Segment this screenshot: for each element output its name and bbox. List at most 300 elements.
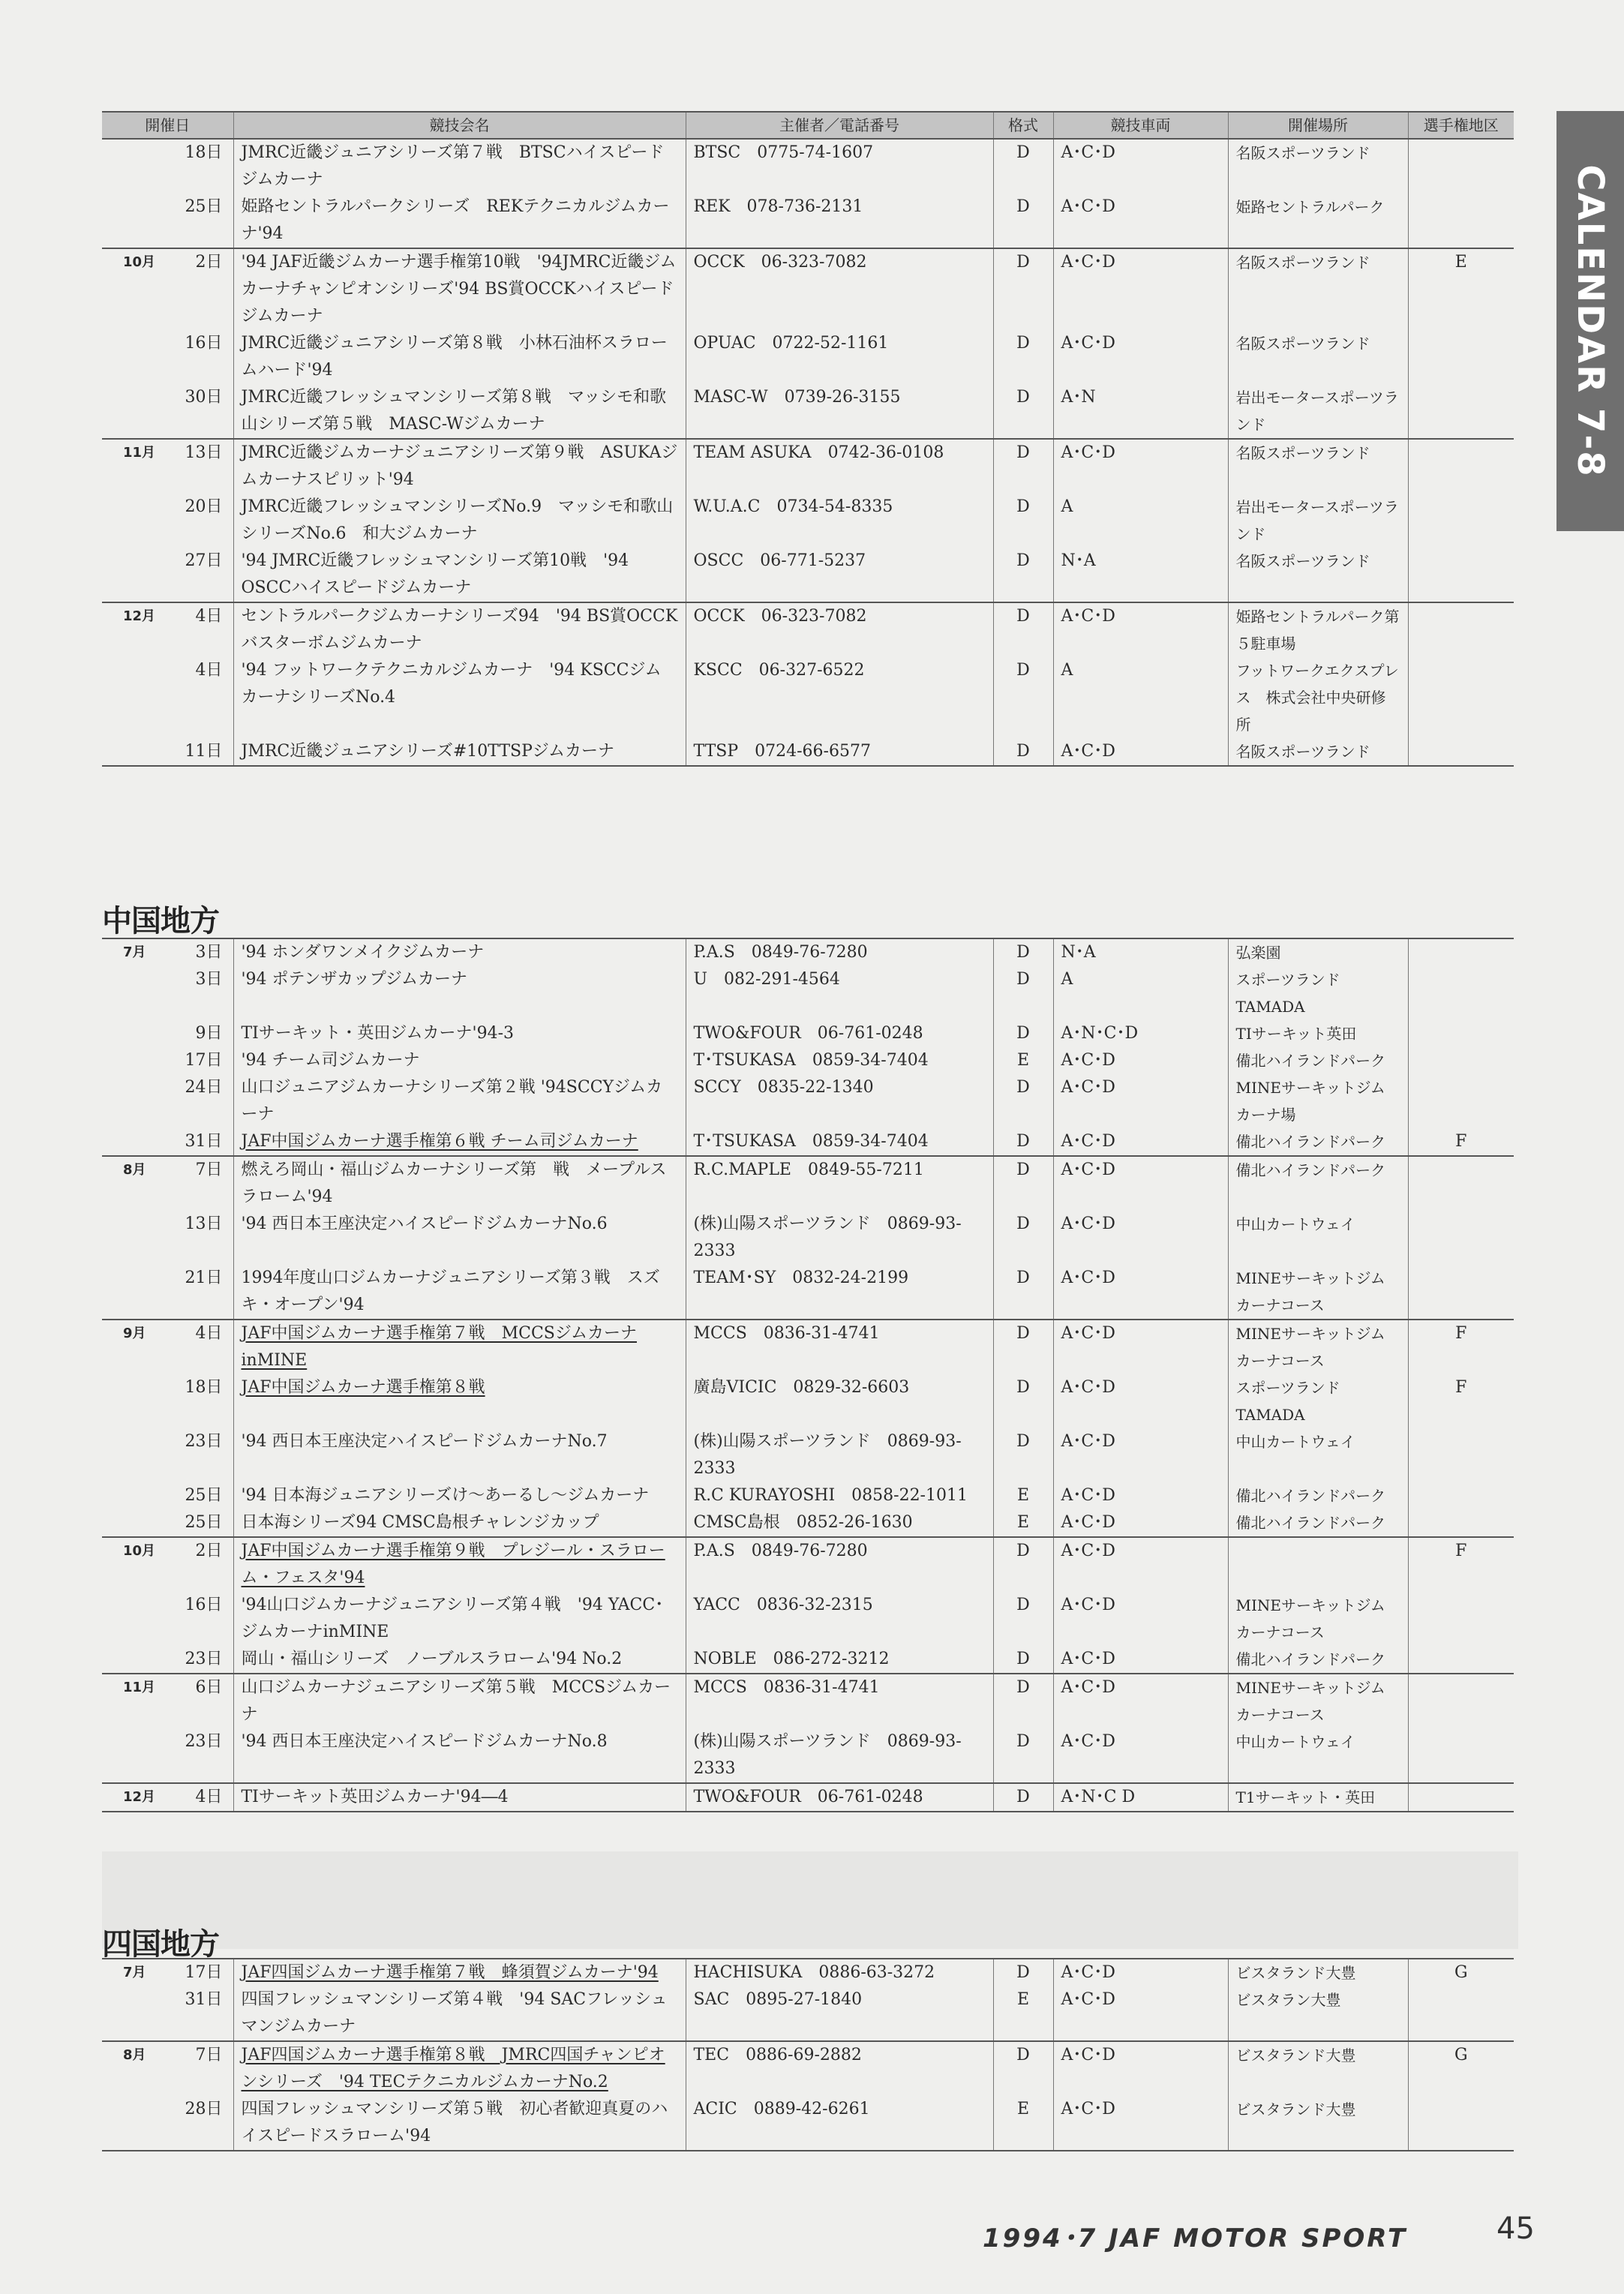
date-cell xyxy=(102,1537,233,1592)
event-month xyxy=(102,738,123,765)
event-name: JMRC近畿ジュニアシリーズ#10TTSPジムカーナ xyxy=(233,738,686,766)
championship-region xyxy=(1408,548,1514,602)
championship-region xyxy=(1408,657,1514,738)
organizer-phone: TTSP 0724-66-6577 xyxy=(686,738,993,766)
vehicle-classes: N･A xyxy=(1053,938,1228,966)
venue: 名阪スポーツランド xyxy=(1228,330,1408,384)
event-day: 27日 xyxy=(185,551,223,570)
vehicle-classes: A･C･D xyxy=(1053,1320,1228,1374)
event-format: D xyxy=(993,1783,1053,1812)
venue: 備北ハイランドパーク xyxy=(1228,1509,1408,1537)
table-row xyxy=(102,1783,1514,1812)
event-day: 21日 xyxy=(185,1269,223,1287)
event-name: 四国フレッシュマンシリーズ第５戦 初心者歓迎真夏のハイスピードスラローム'94 xyxy=(233,2096,686,2151)
table-row xyxy=(102,1674,1514,1728)
table-row xyxy=(102,1128,1514,1156)
venue: ビスタランド大豊 xyxy=(1228,2096,1408,2151)
venue: MINEサーキットジムカーナ場 xyxy=(1228,1074,1408,1128)
vehicle-classes: A･C･D xyxy=(1053,248,1228,330)
event-day: 25日 xyxy=(185,1513,223,1532)
event-name: 山口ジムカーナジュニアシリーズ第５戦 MCCSジムカーナ xyxy=(233,1674,686,1728)
organizer-phone: MASC-W 0739-26-3155 xyxy=(686,384,993,439)
date-cell xyxy=(102,2041,233,2096)
vehicle-classes: A xyxy=(1053,966,1228,1020)
event-day: 18日 xyxy=(185,1378,223,1397)
event-name: JAF四国ジムカーナ選手権第８戦 JMRC四国チャンピオンシリーズ '94 TECテクニカルジムカーナNo.2 xyxy=(233,2041,686,2096)
event-format: D xyxy=(993,1728,1053,1783)
championship-region xyxy=(1408,1482,1514,1509)
event-month xyxy=(102,1211,123,1238)
date-cell xyxy=(102,1020,233,1047)
event-month xyxy=(102,1482,123,1509)
event-month xyxy=(102,548,123,575)
event-day: 4日 xyxy=(195,1324,223,1343)
event-day: 11日 xyxy=(185,742,223,761)
event-day: 24日 xyxy=(185,1078,223,1097)
event-month: 8月 xyxy=(123,2047,146,2063)
date-cell xyxy=(102,1320,233,1374)
venue: 備北ハイランドパーク xyxy=(1228,1047,1408,1074)
vehicle-classes: A･C･D xyxy=(1053,1428,1228,1482)
table-row xyxy=(102,1428,1514,1482)
vehicle-classes: A･C･D xyxy=(1053,1986,1228,2041)
event-name: セントラルパークジムカーナシリーズ94 '94 BS賞OCCKバスターボムジムカーナ xyxy=(233,602,686,657)
event-format: E xyxy=(993,2096,1053,2151)
championship-region xyxy=(1408,1428,1514,1482)
event-month xyxy=(102,1020,123,1047)
event-day: 3日 xyxy=(195,943,223,962)
championship-region xyxy=(1408,966,1514,1020)
event-day: 20日 xyxy=(185,497,223,516)
event-name: '94 西日本王座決定ハイスピードジムカーナNo.8 xyxy=(233,1728,686,1783)
event-month xyxy=(102,1374,123,1401)
table-row xyxy=(102,1646,1514,1674)
event-month xyxy=(102,330,123,357)
championship-region xyxy=(1408,384,1514,439)
header-cell: 開催日 xyxy=(102,112,233,139)
organizer-phone: 廣島VICIC 0829-32-6603 xyxy=(686,1374,993,1428)
venue: 備北ハイランドパーク xyxy=(1228,1128,1408,1156)
event-month: 11月 xyxy=(123,445,156,461)
table-row xyxy=(102,602,1514,657)
vehicle-classes: A xyxy=(1053,657,1228,738)
date-cell xyxy=(102,248,233,330)
championship-region: G xyxy=(1408,2041,1514,2096)
vehicle-classes: A xyxy=(1053,494,1228,548)
table-row xyxy=(102,1156,1514,1211)
event-month: 10月 xyxy=(123,1543,156,1559)
venue: MINEサーキットジムカーナコース xyxy=(1228,1674,1408,1728)
event-month xyxy=(102,966,123,993)
event-month xyxy=(102,657,123,684)
championship-region xyxy=(1408,1211,1514,1265)
date-cell xyxy=(102,1047,233,1074)
event-name: '94 日本海ジュニアシリーズけ～あーるし～ジムカーナ xyxy=(233,1482,686,1509)
event-format: D xyxy=(993,602,1053,657)
event-format: D xyxy=(993,1674,1053,1728)
date-cell xyxy=(102,330,233,384)
date-cell xyxy=(102,439,233,494)
kinki-table xyxy=(102,111,1514,767)
table-row xyxy=(102,1020,1514,1047)
venue: 備北ハイランドパーク xyxy=(1228,1646,1408,1674)
event-day: 30日 xyxy=(185,388,223,407)
event-month xyxy=(102,1646,123,1673)
venue: MINEサーキットジムカーナコース xyxy=(1228,1592,1408,1646)
championship-region: G xyxy=(1408,1959,1514,1986)
event-format: D xyxy=(993,1428,1053,1482)
venue: 名阪スポーツランド xyxy=(1228,738,1408,766)
vehicle-classes: A･C･D xyxy=(1053,1537,1228,1592)
vehicle-classes: A･C･D xyxy=(1053,1509,1228,1537)
side-tab-label: CALENDAR 7-8 xyxy=(1569,164,1611,478)
vehicle-classes: A･C･D xyxy=(1053,1374,1228,1428)
event-month xyxy=(102,140,123,167)
event-name: JMRC近畿ジムカーナジュニアシリーズ第９戦 ASUKAジムカーナスピリット'94 xyxy=(233,439,686,494)
championship-region xyxy=(1408,1986,1514,2041)
organizer-phone: TEAM ASUKA 0742-36-0108 xyxy=(686,439,993,494)
championship-region xyxy=(1408,439,1514,494)
event-month xyxy=(102,1728,123,1755)
event-format: D xyxy=(993,1020,1053,1047)
venue: 備北ハイランドパーク xyxy=(1228,1156,1408,1211)
event-month: 8月 xyxy=(123,1162,146,1178)
table-row xyxy=(102,1509,1514,1537)
date-cell xyxy=(102,602,233,657)
table-row xyxy=(102,1047,1514,1074)
event-format: D xyxy=(993,248,1053,330)
event-format: D xyxy=(993,139,1053,194)
date-cell xyxy=(102,139,233,194)
championship-region xyxy=(1408,738,1514,766)
venue: 姫路セントラルパーク xyxy=(1228,194,1408,248)
event-month xyxy=(102,2096,123,2123)
event-month: 10月 xyxy=(123,254,156,270)
event-day: 31日 xyxy=(185,1990,223,2009)
event-day: 17日 xyxy=(185,1963,223,1982)
event-name: '94 西日本王座決定ハイスピードジムカーナNo.7 xyxy=(233,1428,686,1482)
organizer-phone: (株)山陽スポーツランド 0869-93-2333 xyxy=(686,1728,993,1783)
organizer-phone: TWO&FOUR 06-761-0248 xyxy=(686,1783,993,1812)
header-cell: 競技車両 xyxy=(1053,112,1228,139)
vehicle-classes: A･C･D xyxy=(1053,330,1228,384)
vehicle-classes: A･C･D xyxy=(1053,1047,1228,1074)
table-row xyxy=(102,384,1514,439)
table-row xyxy=(102,1592,1514,1646)
vehicle-classes: A･C･D xyxy=(1053,139,1228,194)
organizer-phone: MCCS 0836-31-4741 xyxy=(686,1674,993,1728)
header-cell: 選手権地区 xyxy=(1408,112,1514,139)
event-format: D xyxy=(993,738,1053,766)
event-name: 燃えろ岡山・福山ジムカーナシリーズ第 戦 メープルスラローム'94 xyxy=(233,1156,686,1211)
event-name: 四国フレッシュマンシリーズ第４戦 '94 SACフレッシュマンジムカーナ xyxy=(233,1986,686,2041)
event-format: D xyxy=(993,1537,1053,1592)
section-title-shikoku: 四国地方 xyxy=(102,1927,219,1962)
event-format: D xyxy=(993,1374,1053,1428)
venue: 備北ハイランドパーク xyxy=(1228,1482,1408,1509)
vehicle-classes: A･C･D xyxy=(1053,1959,1228,1986)
event-month xyxy=(102,1986,123,2013)
vehicle-classes: A･C･D xyxy=(1053,1156,1228,1211)
date-cell xyxy=(102,1211,233,1265)
organizer-phone: T･TSUKASA 0859-34-7404 xyxy=(686,1047,993,1074)
event-name: JMRC近畿ジュニアシリーズ第８戦 小林石油杯スラロームハード'94 xyxy=(233,330,686,384)
vehicle-classes: A･C･D xyxy=(1053,1646,1228,1674)
event-day: 4日 xyxy=(195,607,223,626)
vehicle-classes: A･C･D xyxy=(1053,1128,1228,1156)
venue: 岩出モータースポーツランド xyxy=(1228,494,1408,548)
event-name: '94 ホンダワンメイクジムカーナ xyxy=(233,938,686,966)
event-format: D xyxy=(993,1156,1053,1211)
vehicle-classes: A･C･D xyxy=(1053,194,1228,248)
organizer-phone: CMSC島根 0852-26-1630 xyxy=(686,1509,993,1537)
table-row xyxy=(102,548,1514,602)
championship-region: E xyxy=(1408,248,1514,330)
event-day: 13日 xyxy=(185,443,223,462)
championship-region xyxy=(1408,1674,1514,1728)
event-format: D xyxy=(993,439,1053,494)
venue xyxy=(1228,1537,1408,1592)
event-day: 18日 xyxy=(185,143,223,162)
date-cell xyxy=(102,1592,233,1646)
championship-region: F xyxy=(1408,1537,1514,1592)
event-format: D xyxy=(993,194,1053,248)
organizer-phone: MCCS 0836-31-4741 xyxy=(686,1320,993,1374)
organizer-phone: R.C KURAYOSHI 0858-22-1011 xyxy=(686,1482,993,1509)
organizer-phone: W.U.A.C 0734-54-8335 xyxy=(686,494,993,548)
event-format: D xyxy=(993,1646,1053,1674)
table-row xyxy=(102,1374,1514,1428)
event-month: 12月 xyxy=(123,1789,156,1805)
organizer-phone: OSCC 06-771-5237 xyxy=(686,548,993,602)
venue: MINEサーキットジムカーナコース xyxy=(1228,1265,1408,1320)
event-name: '94山口ジムカーナジュニアシリーズ第４戦 '94 YACC･ジムカーナinMINE xyxy=(233,1592,686,1646)
organizer-phone: SAC 0895-27-1840 xyxy=(686,1986,993,2041)
championship-region xyxy=(1408,2096,1514,2151)
chugoku-table xyxy=(102,938,1514,1812)
table-row xyxy=(102,1265,1514,1320)
event-name: 岡山・福山シリーズ ノーブルスラローム'94 No.2 xyxy=(233,1646,686,1674)
organizer-phone: ACIC 0889-42-6261 xyxy=(686,2096,993,2151)
event-day: 9日 xyxy=(195,1024,223,1043)
date-cell xyxy=(102,1986,233,2041)
vehicle-classes: A･C･D xyxy=(1053,602,1228,657)
organizer-phone: NOBLE 086-272-3212 xyxy=(686,1646,993,1674)
event-format: D xyxy=(993,384,1053,439)
organizer-phone: HACHISUKA 0886-63-3272 xyxy=(686,1959,993,1986)
organizer-phone: TEAM･SY 0832-24-2199 xyxy=(686,1265,993,1320)
shikoku-table xyxy=(102,1958,1514,2151)
vehicle-classes: A･C･D xyxy=(1053,2096,1228,2151)
footer-magazine: 1994･7 JAF MOTOR SPORT xyxy=(983,2223,1408,2253)
organizer-phone: P.A.S 0849-76-7280 xyxy=(686,938,993,966)
event-name: JAF四国ジムカーナ選手権第７戦 蜂須賀ジムカーナ'94 xyxy=(233,1959,686,1986)
event-day: 23日 xyxy=(185,1650,223,1668)
event-name: '94 西日本王座決定ハイスピードジムカーナNo.6 xyxy=(233,1211,686,1265)
event-name: TIサーキット・英田ジムカーナ'94-3 xyxy=(233,1020,686,1047)
vehicle-classes: A･C･D xyxy=(1053,1074,1228,1128)
event-month xyxy=(102,1592,123,1619)
organizer-phone: (株)山陽スポーツランド 0869-93-2333 xyxy=(686,1211,993,1265)
event-month xyxy=(102,1509,123,1536)
event-month xyxy=(102,1047,123,1074)
event-format: E xyxy=(993,1047,1053,1074)
event-name: JMRC近畿フレッシュマンシリーズ第８戦 マッシモ和歌山シリーズ第５戦 MASC-Wジムカーナ xyxy=(233,384,686,439)
event-day: 4日 xyxy=(195,661,223,680)
event-day: 2日 xyxy=(195,253,223,272)
event-format: D xyxy=(993,1320,1053,1374)
venue: スポーツランドTAMADA xyxy=(1228,966,1408,1020)
venue: MINEサーキットジムカーナコース xyxy=(1228,1320,1408,1374)
event-name: TIサーキット英田ジムカーナ'94―4 xyxy=(233,1783,686,1812)
organizer-phone: OPUAC 0722-52-1161 xyxy=(686,330,993,384)
event-format: D xyxy=(993,1128,1053,1156)
table-row xyxy=(102,1320,1514,1374)
date-cell xyxy=(102,1428,233,1482)
event-month xyxy=(102,1074,123,1101)
event-name: 姫路セントラルパークシリーズ REKテクニカルジムカーナ'94 xyxy=(233,194,686,248)
event-name: 日本海シリーズ94 CMSC島根チャレンジカップ xyxy=(233,1509,686,1537)
venue: スポーツランドTAMADA xyxy=(1228,1374,1408,1428)
event-day: 25日 xyxy=(185,1486,223,1505)
table-row xyxy=(102,2041,1514,2096)
date-cell xyxy=(102,1509,233,1537)
date-cell xyxy=(102,1128,233,1156)
table-row xyxy=(102,938,1514,966)
event-format: D xyxy=(993,1074,1053,1128)
date-cell xyxy=(102,494,233,548)
vehicle-classes: N･A xyxy=(1053,548,1228,602)
championship-region xyxy=(1408,938,1514,966)
header-cell: 開催場所 xyxy=(1228,112,1408,139)
vehicle-classes: A･C･D xyxy=(1053,1592,1228,1646)
event-month: 7月 xyxy=(123,1965,146,1980)
championship-region xyxy=(1408,194,1514,248)
organizer-phone: REK 078-736-2131 xyxy=(686,194,993,248)
event-format: E xyxy=(993,1482,1053,1509)
event-month: 9月 xyxy=(123,1326,146,1341)
venue: 名阪スポーツランド xyxy=(1228,439,1408,494)
header-cell: 格式 xyxy=(993,112,1053,139)
event-day: 23日 xyxy=(185,1432,223,1451)
event-name: JAF中国ジムカーナ選手権第９戦 プレジール・スラローム・フェスタ'94 xyxy=(233,1537,686,1592)
venue: 名阪スポーツランド xyxy=(1228,548,1408,602)
venue: 中山カートウェイ xyxy=(1228,1728,1408,1783)
event-name: 山口ジュニアジムカーナシリーズ第２戦 '94SCCYジムカーナ xyxy=(233,1074,686,1128)
table-row xyxy=(102,1211,1514,1265)
event-month: 11月 xyxy=(123,1680,156,1695)
event-month xyxy=(102,1265,123,1292)
event-day: 28日 xyxy=(185,2100,223,2118)
venue: 岩出モータースポーツランド xyxy=(1228,384,1408,439)
event-name: 1994年度山口ジムカーナジュニアシリーズ第３戦 スズキ・オープン'94 xyxy=(233,1265,686,1320)
table-row xyxy=(102,657,1514,738)
vehicle-classes: A･C･D xyxy=(1053,1265,1228,1320)
championship-region xyxy=(1408,1509,1514,1537)
venue: 名阪スポーツランド xyxy=(1228,139,1408,194)
event-format: D xyxy=(993,330,1053,384)
championship-region xyxy=(1408,1592,1514,1646)
event-format: E xyxy=(993,1509,1053,1537)
organizer-phone: BTSC 0775-74-1607 xyxy=(686,139,993,194)
organizer-phone: U 082-291-4564 xyxy=(686,966,993,1020)
vehicle-classes: A･C･D xyxy=(1053,1482,1228,1509)
championship-region xyxy=(1408,1020,1514,1047)
table-row xyxy=(102,1728,1514,1783)
event-month xyxy=(102,494,123,521)
table-row xyxy=(102,439,1514,494)
table-header xyxy=(102,112,1514,139)
organizer-phone: P.A.S 0849-76-7280 xyxy=(686,1537,993,1592)
event-day: 25日 xyxy=(185,197,223,216)
venue: 中山カートウェイ xyxy=(1228,1428,1408,1482)
event-format: D xyxy=(993,1959,1053,1986)
venue: ビスタランド大豊 xyxy=(1228,1959,1408,1986)
event-day: 7日 xyxy=(195,2046,223,2064)
organizer-phone: TEC 0886-69-2882 xyxy=(686,2041,993,2096)
vehicle-classes: A･N･C D xyxy=(1053,1783,1228,1812)
table-row xyxy=(102,139,1514,194)
championship-region: F xyxy=(1408,1320,1514,1374)
date-cell xyxy=(102,657,233,738)
vehicle-classes: A･C･D xyxy=(1053,439,1228,494)
event-day: 7日 xyxy=(195,1161,223,1179)
event-format: D xyxy=(993,1592,1053,1646)
table-row xyxy=(102,738,1514,766)
championship-region: F xyxy=(1408,1128,1514,1156)
table-row xyxy=(102,330,1514,384)
event-format: D xyxy=(993,657,1053,738)
organizer-phone: OCCK 06-323-7082 xyxy=(686,248,993,330)
vehicle-classes: A･C･D xyxy=(1053,738,1228,766)
championship-region: F xyxy=(1408,1374,1514,1428)
venue: TIサーキット英田 xyxy=(1228,1020,1408,1047)
event-name: JAF中国ジムカーナ選手権第６戦 チーム司ジムカーナ xyxy=(233,1128,686,1156)
venue: 名阪スポーツランド xyxy=(1228,248,1408,330)
championship-region xyxy=(1408,1074,1514,1128)
date-cell xyxy=(102,738,233,766)
table-row xyxy=(102,966,1514,1020)
organizer-phone: YACC 0836-32-2315 xyxy=(686,1592,993,1646)
event-format: D xyxy=(993,1265,1053,1320)
event-format: D xyxy=(993,2041,1053,2096)
organizer-phone: OCCK 06-323-7082 xyxy=(686,602,993,657)
date-cell xyxy=(102,1646,233,1674)
event-day: 31日 xyxy=(185,1132,223,1151)
date-cell xyxy=(102,1482,233,1509)
venue: 弘楽園 xyxy=(1228,938,1408,966)
date-cell xyxy=(102,384,233,439)
event-month xyxy=(102,194,123,221)
date-cell xyxy=(102,1674,233,1728)
organizer-phone: R.C.MAPLE 0849-55-7211 xyxy=(686,1156,993,1211)
table-row xyxy=(102,1482,1514,1509)
event-month xyxy=(102,1128,123,1155)
organizer-phone: KSCC 06-327-6522 xyxy=(686,657,993,738)
date-cell xyxy=(102,1374,233,1428)
event-day: 2日 xyxy=(195,1542,223,1560)
championship-region xyxy=(1408,1646,1514,1674)
venue: ビスタラン大豊 xyxy=(1228,1986,1408,2041)
championship-region xyxy=(1408,139,1514,194)
event-day: 23日 xyxy=(185,1732,223,1751)
championship-region xyxy=(1408,1783,1514,1812)
venue: フットワークエクスプレス 株式会社中央研修所 xyxy=(1228,657,1408,738)
championship-region xyxy=(1408,494,1514,548)
table-row xyxy=(102,1537,1514,1592)
date-cell xyxy=(102,1959,233,1986)
vehicle-classes: A･C･D xyxy=(1053,1211,1228,1265)
